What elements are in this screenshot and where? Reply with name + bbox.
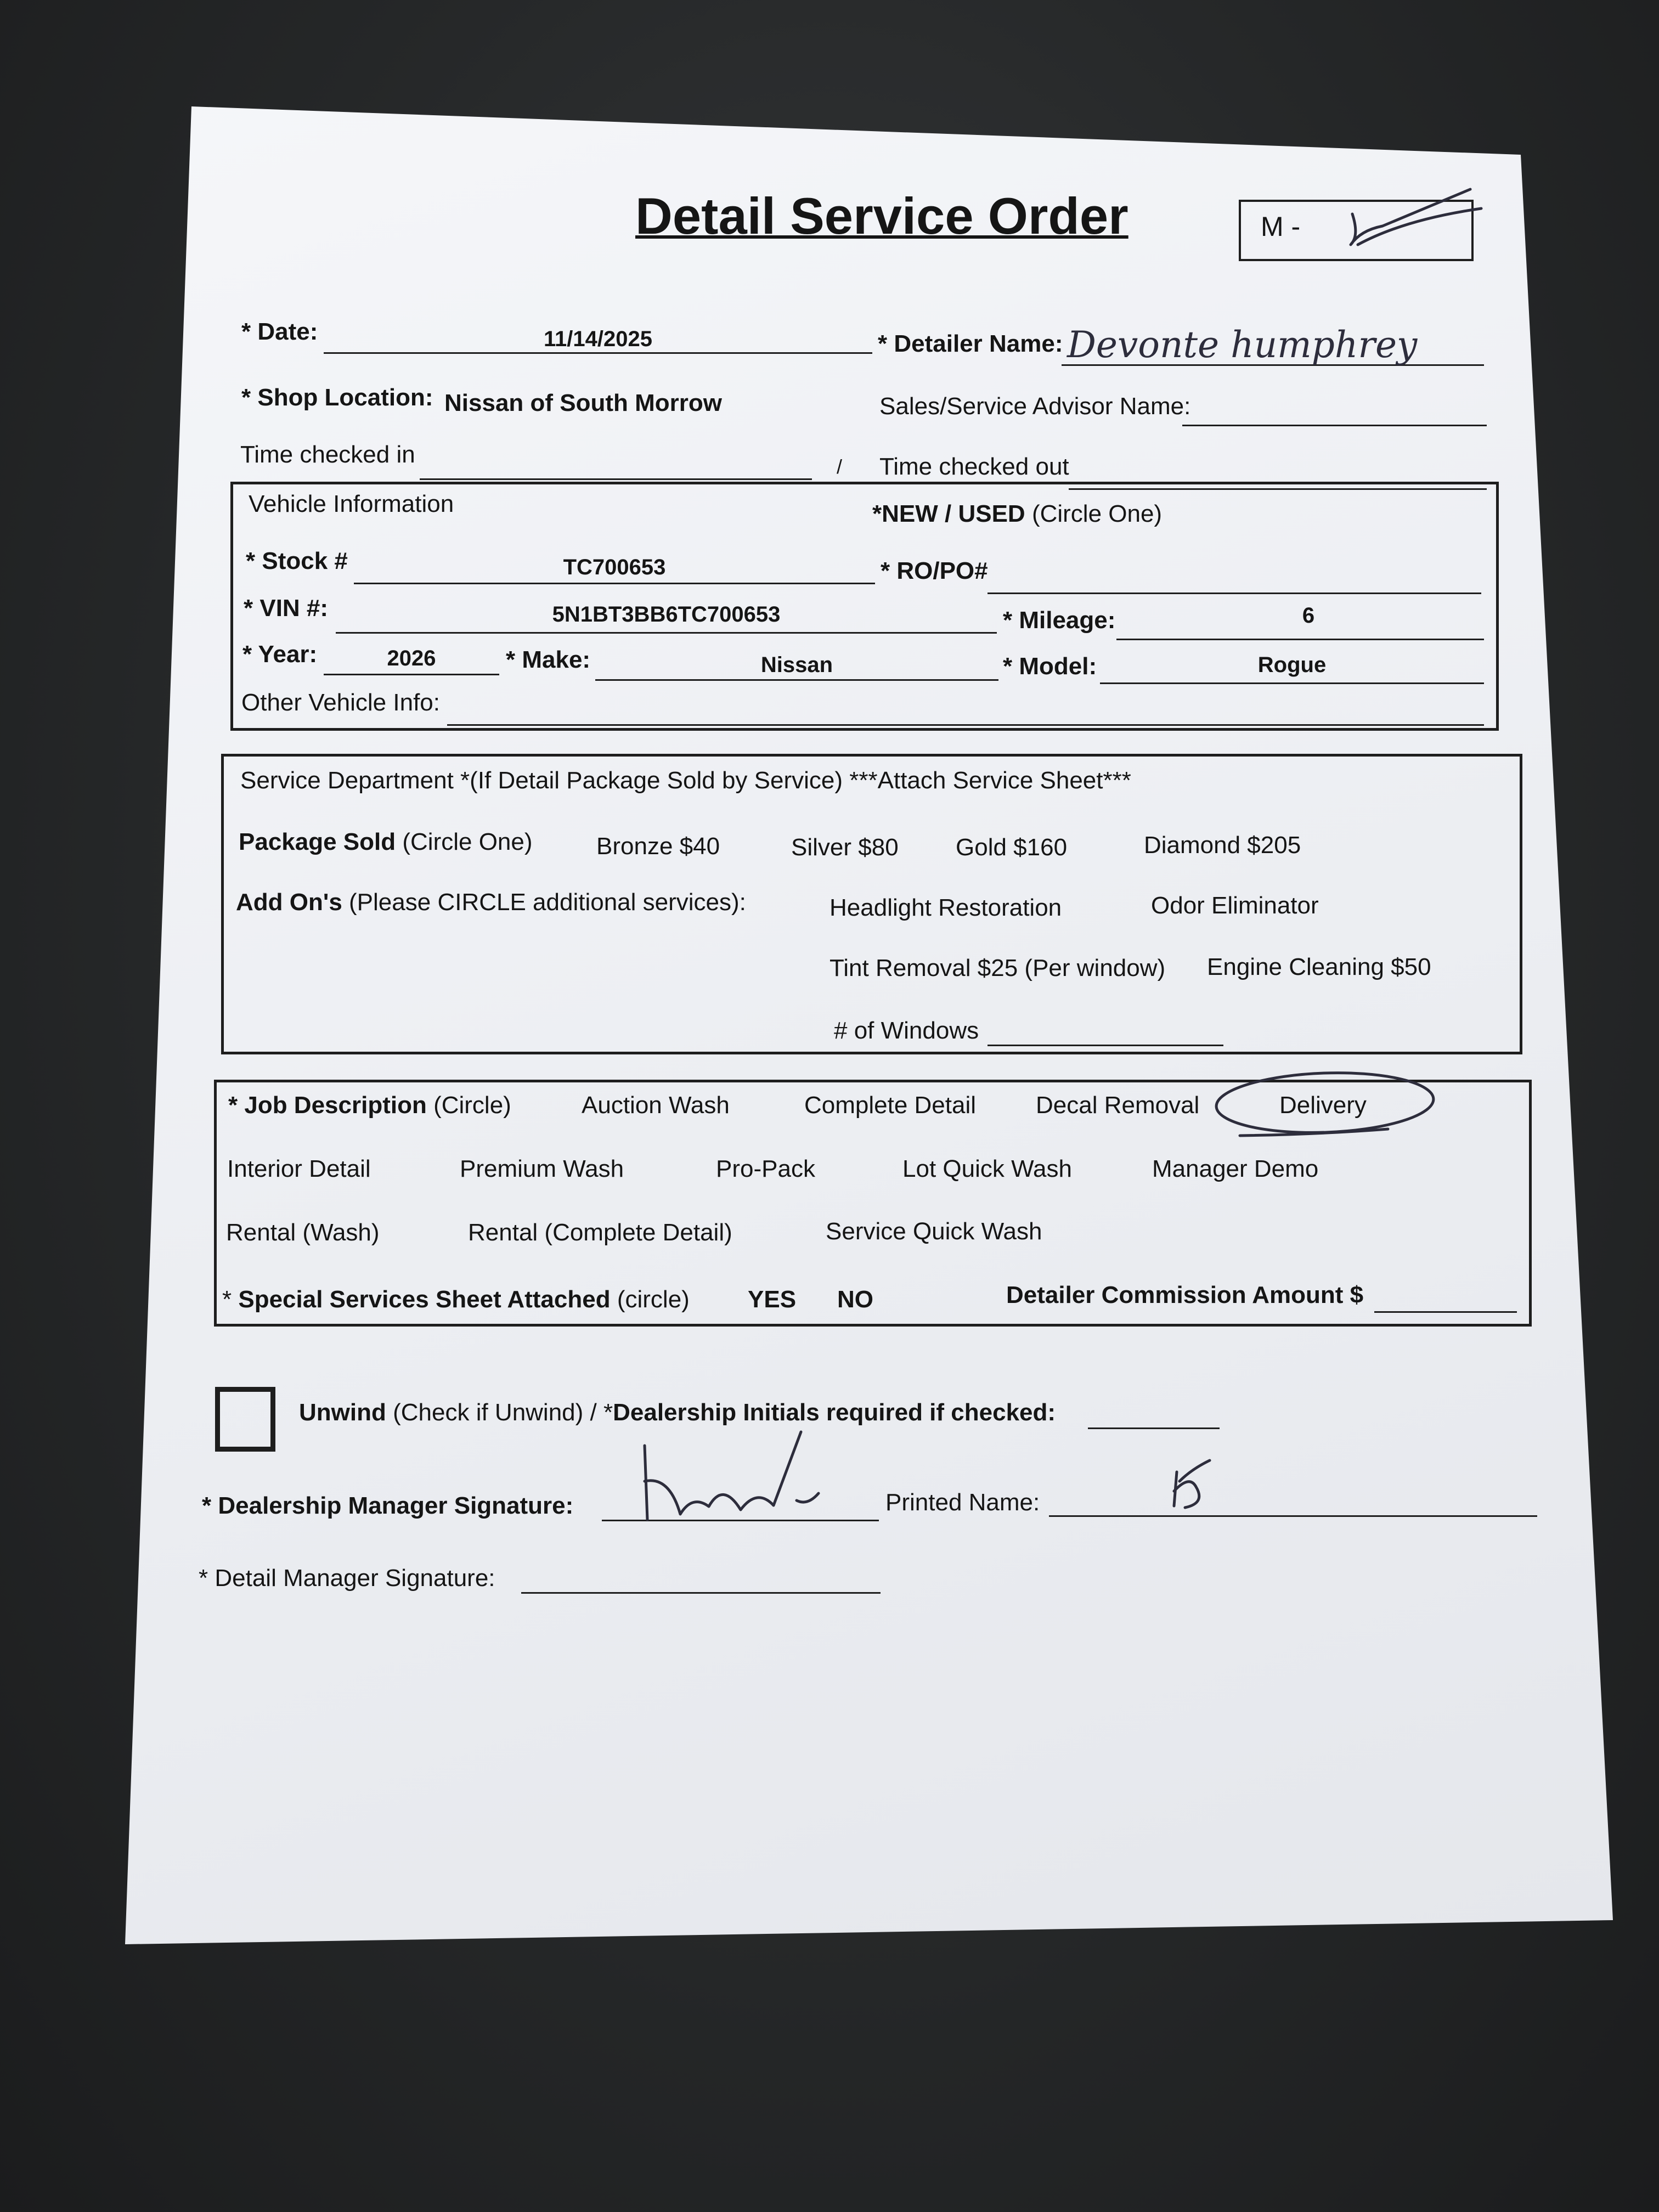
m-number-label: M - <box>1261 211 1301 242</box>
form-title: Detail Service Order <box>635 187 1128 245</box>
new-used-note: (Circle One) <box>1031 500 1163 527</box>
model-value: Rogue <box>1257 653 1327 677</box>
job-auction-wash[interactable]: Auction Wash <box>582 1092 730 1119</box>
job-rental-complete-detail[interactable]: Rental (Complete Detail) <box>468 1219 732 1246</box>
time-in-label: Time checked in <box>240 441 415 468</box>
year-value: 2026 <box>387 646 436 670</box>
model-label: * Model: <box>1003 653 1097 680</box>
addons-note: (Please CIRCLE additional services): <box>349 889 746 916</box>
job-complete-detail[interactable]: Complete Detail <box>804 1092 977 1119</box>
windows-count-label: # of Windows <box>834 1017 979 1044</box>
package-bronze[interactable]: Bronze $40 <box>596 833 720 860</box>
vehicle-info-label: Vehicle Information <box>249 490 454 517</box>
vin-value: 5N1BT3BB6TC700653 <box>552 602 781 627</box>
special-services-yes[interactable]: YES <box>748 1286 797 1313</box>
addon-odor-eliminator[interactable]: Odor Eliminator <box>1151 892 1319 919</box>
ro-po-label: * RO/PO# <box>881 557 988 584</box>
shop-location-label: * Shop Location: <box>241 384 433 411</box>
printed-name-label: Printed Name: <box>885 1489 1040 1516</box>
addon-tint-removal[interactable]: Tint Removal $25 (Per window) <box>830 955 1166 981</box>
make-value: Nissan <box>760 653 833 677</box>
advisor-name-label: Sales/Service Advisor Name: <box>879 393 1191 420</box>
job-description-label: * Job Description <box>228 1092 427 1119</box>
job-lot-quick-wash[interactable]: Lot Quick Wash <box>902 1155 1072 1182</box>
special-services-label: Special Services Sheet Attached <box>238 1286 611 1313</box>
package-silver[interactable]: Silver $80 <box>791 834 899 861</box>
service-header: Service Department *(If Detail Package Sold by Service) ***Attach Service Sheet*** <box>240 767 1131 794</box>
job-description-note: (Circle) <box>433 1092 511 1119</box>
job-service-quick-wash[interactable]: Service Quick Wash <box>826 1218 1042 1245</box>
other-vehicle-info-label: Other Vehicle Info: <box>241 689 440 716</box>
job-pro-pack[interactable]: Pro-Pack <box>716 1155 815 1182</box>
detailer-name-label: * Detailer Name: <box>878 330 1063 357</box>
addon-engine-cleaning[interactable]: Engine Cleaning $50 <box>1207 953 1431 980</box>
addon-headlight-restoration[interactable]: Headlight Restoration <box>830 894 1062 921</box>
mileage-value: 6 <box>1302 603 1315 628</box>
commission-label: Detailer Commission Amount $ <box>1006 1282 1364 1308</box>
unwind-label: Unwind <box>299 1399 386 1426</box>
job-premium-wash[interactable]: Premium Wash <box>460 1155 624 1182</box>
detail-manager-signature-label: * Detail Manager Signature: <box>199 1565 495 1592</box>
date-value: 11/14/2025 <box>544 327 652 351</box>
printed-name-initials <box>1174 1460 1210 1508</box>
make-label: * Make: <box>506 646 591 673</box>
special-services-prefix: * <box>222 1286 232 1313</box>
stock-label: * Stock # <box>246 548 348 574</box>
job-decal-removal[interactable]: Decal Removal <box>1036 1092 1200 1119</box>
job-rental-wash[interactable]: Rental (Wash) <box>226 1219 380 1246</box>
year-label: * Year: <box>242 641 318 668</box>
detailer-name-value: Devonte humphrey <box>1067 324 1418 366</box>
time-out-label: Time checked out <box>879 453 1069 480</box>
stock-value: TC700653 <box>563 555 666 579</box>
m-number-scribble <box>1351 189 1481 245</box>
date-label: * Date: <box>241 318 318 345</box>
initials-label: Dealership Initials required if checked: <box>613 1399 1056 1426</box>
time-slash: / <box>837 455 843 478</box>
mileage-label: * Mileage: <box>1003 607 1116 634</box>
dealership-manager-signature <box>645 1432 819 1520</box>
delivery-circle <box>1215 1069 1435 1136</box>
package-sold-note: (Circle One) <box>402 828 533 855</box>
package-sold-label: Package Sold <box>239 828 396 855</box>
job-delivery[interactable]: Delivery <box>1279 1092 1367 1119</box>
job-interior-detail[interactable]: Interior Detail <box>227 1155 371 1182</box>
job-manager-demo[interactable]: Manager Demo <box>1152 1155 1319 1182</box>
vin-label: * VIN #: <box>244 595 329 622</box>
new-used-label: *NEW / USED <box>872 500 1025 527</box>
package-gold[interactable]: Gold $160 <box>956 834 1068 861</box>
unwind-note: (Check if Unwind) / * <box>393 1399 613 1426</box>
special-services-note: (circle) <box>617 1286 690 1313</box>
addons-label: Add On's <box>236 889 342 916</box>
package-diamond[interactable]: Diamond $205 <box>1144 832 1301 859</box>
shop-location-value: Nissan of South Morrow <box>444 390 722 416</box>
special-services-no[interactable]: NO <box>837 1286 873 1313</box>
dealership-manager-signature-label: * Dealership Manager Signature: <box>202 1492 574 1519</box>
